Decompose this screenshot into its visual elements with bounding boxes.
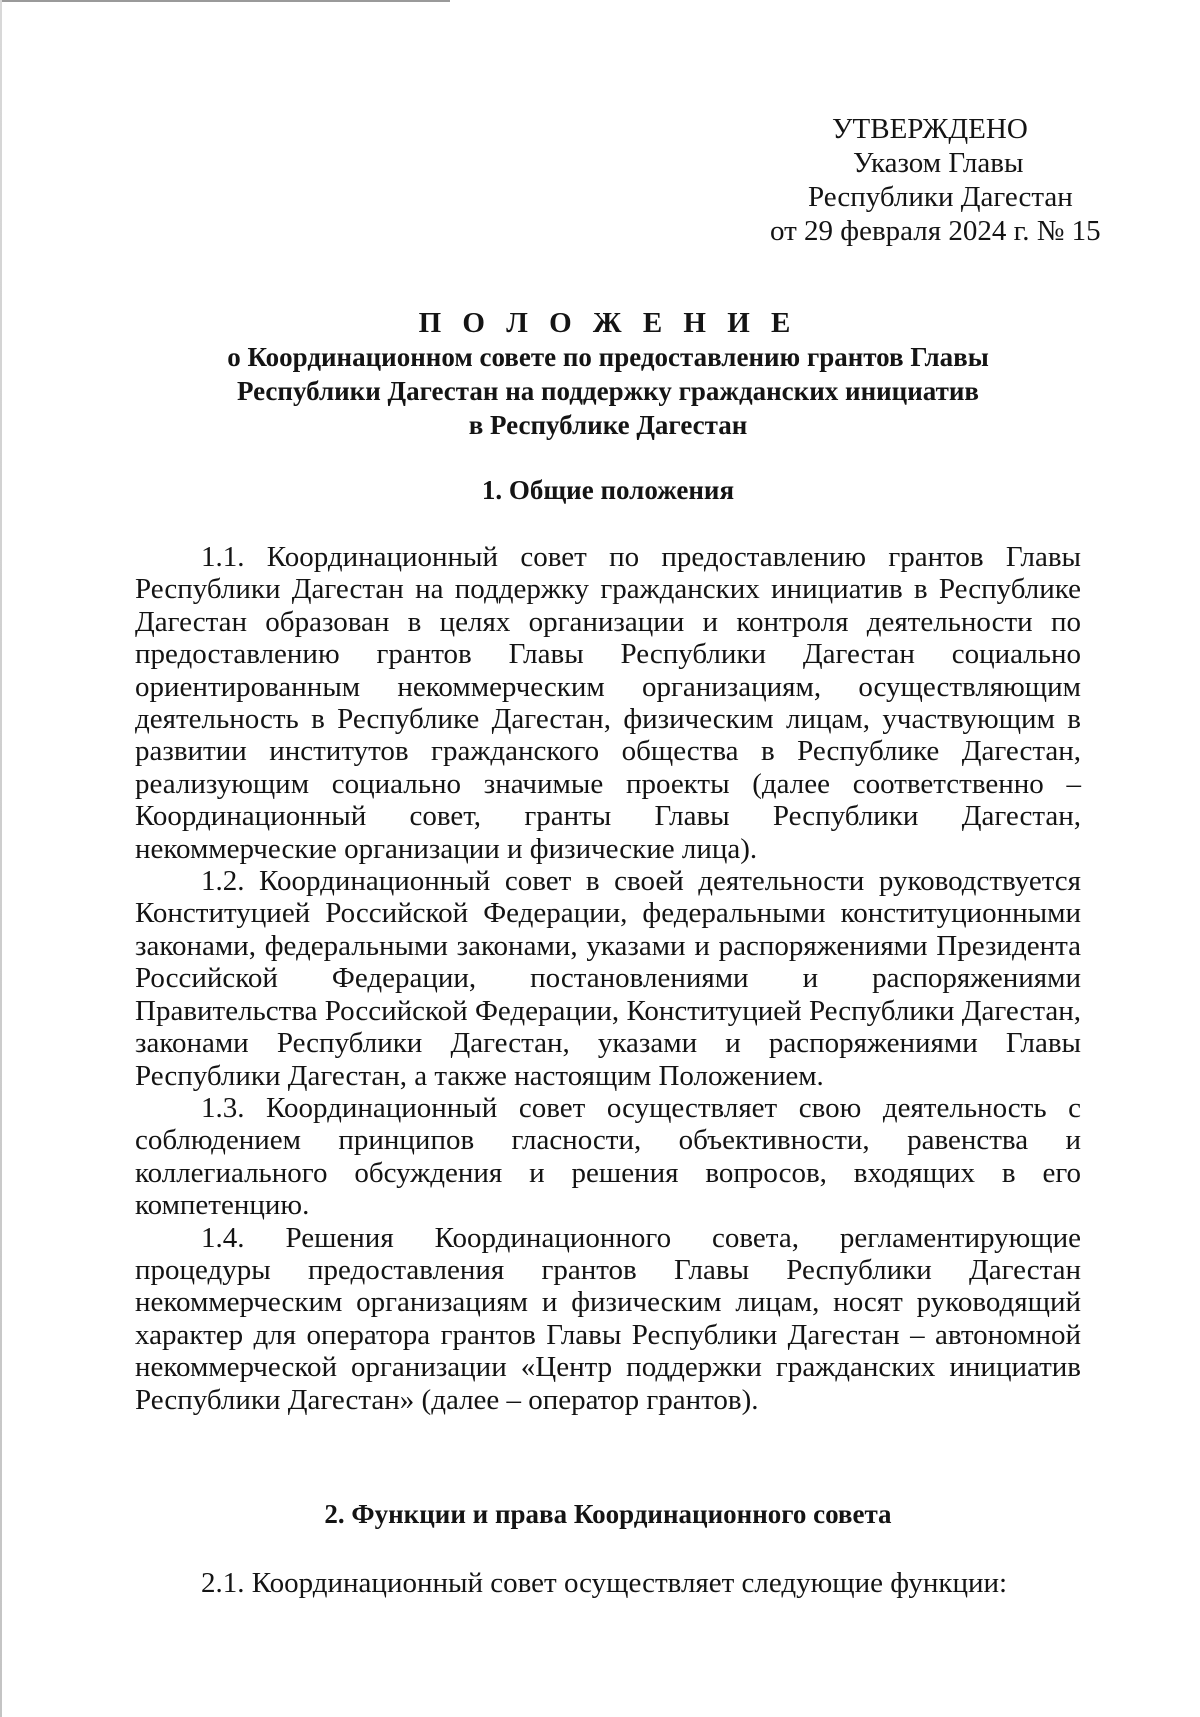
- paragraph-1-4: 1.4. Решения Координационного совета, регламентирующие процедуры предоставления грантов Главы Республики Дагестан некоммерческим организациям и физическим лицам, носят руководящий характер для оператора грантов Главы Республики Дагестан – автономной некоммерческой организации «Центр поддержки гражданских инициатив Республики Дагестан» (далее – оператор грантов).: [135, 1221, 1081, 1416]
- document-title: [135, 306, 1081, 442]
- section-1-heading: 1. Общие положения: [481, 475, 735, 505]
- section-1-body: [135, 541, 1081, 1416]
- paragraph-1-2: 1.2. Координационный совет в своей деятельности руководствуется Конституцией Российской Федерации, федеральными конституционными законами, федеральными законами, указами и распоряжениями Президента Российской Федерации, постановлениями и распоряжениями Правительства Российской Федерации, Конституцией Республики Дагестан, законами Республики Дагестан, указами и распоряжениями Главы Республики Дагестан, а также настоящим Положением.: [135, 865, 1081, 1092]
- section-2-heading: 2. Функции и права Координационного совета: [324, 1499, 892, 1529]
- approval-line-2: Указом Главы: [853, 147, 1024, 179]
- title-sub-line-1: о Координационном совете по предоставлению грантов Главы: [227, 342, 989, 372]
- scan-left-edge: [0, 0, 2, 1717]
- approval-line-4: от 29 февраля 2024 г. № 15: [770, 215, 1101, 247]
- approval-stamp: [700, 112, 1100, 248]
- title-main: П О Л О Ж Е Н И Е: [418, 307, 798, 339]
- title-sub-line-3: в Республике Дагестан: [468, 410, 748, 440]
- paragraph-2-1: 2.1. Координационный совет осуществляет следующие функции:: [201, 1567, 1008, 1599]
- paragraph-1-3: 1.3. Координационный совет осуществляет свою деятельность с соблюдением принципов гласности, объективности, равенства и коллегиального обсуждения и решения вопросов, входящих в его компетенцию.: [135, 1091, 1081, 1222]
- approval-line-1: УТВЕРЖДЕНО: [832, 113, 1028, 145]
- title-sub-line-2: Республики Дагестан на поддержку гражданских инициатив: [236, 376, 979, 406]
- paragraph-1-1: 1.1. Координационный совет по предоставлению грантов Главы Республики Дагестан на поддержку гражданских инициатив в Республике Дагестан образован в целях организации и контроля деятельности по предоставлению грантов Главы Республики Дагестан социально ориентированным некоммерческим организациям, осуществляющим деятельность в Республике Дагестан, физическим лицам, участвующим в развитии институтов гражданского общества в Республике Дагестан, реализующим социально значимые проекты (далее соответственно – Координационный совет, гранты Главы Республики Дагестан, некоммерческие организации и физические лица).: [135, 541, 1081, 865]
- approval-line-3: Республики Дагестан: [808, 181, 1073, 213]
- scan-top-rule: [0, 0, 450, 2]
